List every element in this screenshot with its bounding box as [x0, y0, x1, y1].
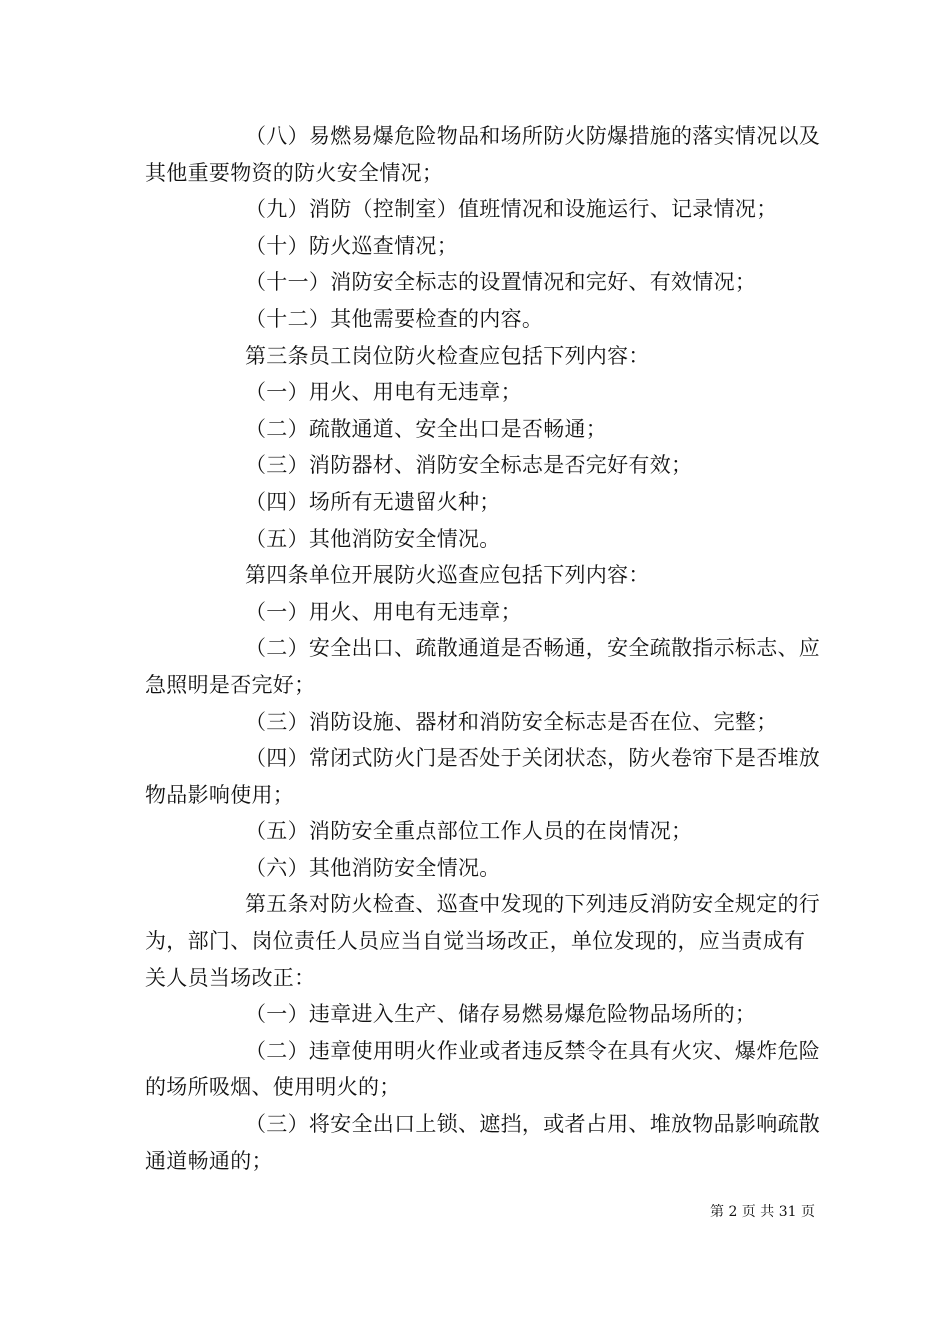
paragraph-15: （四）常闭式防火门是否处于关闭状态，防火卷帘下是否堆放物品影响使用；: [145, 746, 821, 807]
paragraph-12: （一）用火、用电有无违章；: [245, 599, 522, 624]
paragraph-1: （九）消防（控制室）值班情况和设施运行、记录情况；: [245, 197, 778, 222]
paragraph-4: （十二）其他需要检查的内容。: [245, 306, 544, 331]
paragraph-13: （二）安全出口、疏散通道是否畅通，安全疏散指示标志、应急照明是否完好；: [145, 636, 821, 697]
paragraph-20: （二）违章使用明火作业或者违反禁令在具有火灾、爆炸危险的场所吸烟、使用明火的；: [145, 1038, 821, 1100]
paragraph-18: 第五条对防火检查、巡查中发现的下列违反消防安全规定的行为，部门、岗位责任人员应当自觉当场改正，单位发现的，应当责成有关人员当场改正：: [145, 892, 821, 990]
paragraph-2: （十）防火巡查情况；: [245, 233, 458, 258]
paragraph-14: （三）消防设施、器材和消防安全标志是否在位、完整；: [245, 709, 778, 734]
paragraph-19: （一）违章进入生产、储存易燃易爆危险物品场所的；: [245, 1002, 757, 1027]
paragraph-5: 第三条员工岗位防火检查应包括下列内容：: [245, 343, 650, 368]
paragraph-17: （六）其他消防安全情况。: [245, 855, 501, 880]
paragraph-11: 第四条单位开展防火巡查应包括下列内容：: [245, 563, 650, 588]
paragraph-10: （五）其他消防安全情况。: [245, 526, 501, 551]
paragraph-3: （十一）消防安全标志的设置情况和完好、有效情况；: [245, 270, 757, 295]
paragraph-8: （三）消防器材、消防安全标志是否完好有效；: [245, 453, 693, 478]
document-body: [145, 118, 825, 1179]
page-number-footer: 第 2 页 共 31 页: [710, 1204, 815, 1220]
paragraph-16: （五）消防安全重点部位工作人员的在岗情况；: [245, 819, 693, 844]
paragraph-21: （三）将安全出口上锁、遮挡，或者占用、堆放物品影响疏散通道畅通的；: [145, 1112, 821, 1173]
paragraph-0: （八）易燃易爆危险物品和场所防火防爆措施的落实情况以及其他重要物资的防火安全情况；: [145, 124, 821, 185]
paragraph-9: （四）场所有无遗留火种；: [245, 489, 501, 514]
paragraph-6: （一）用火、用电有无违章；: [245, 380, 522, 405]
paragraph-7: （二）疏散通道、安全出口是否畅通；: [245, 416, 608, 441]
